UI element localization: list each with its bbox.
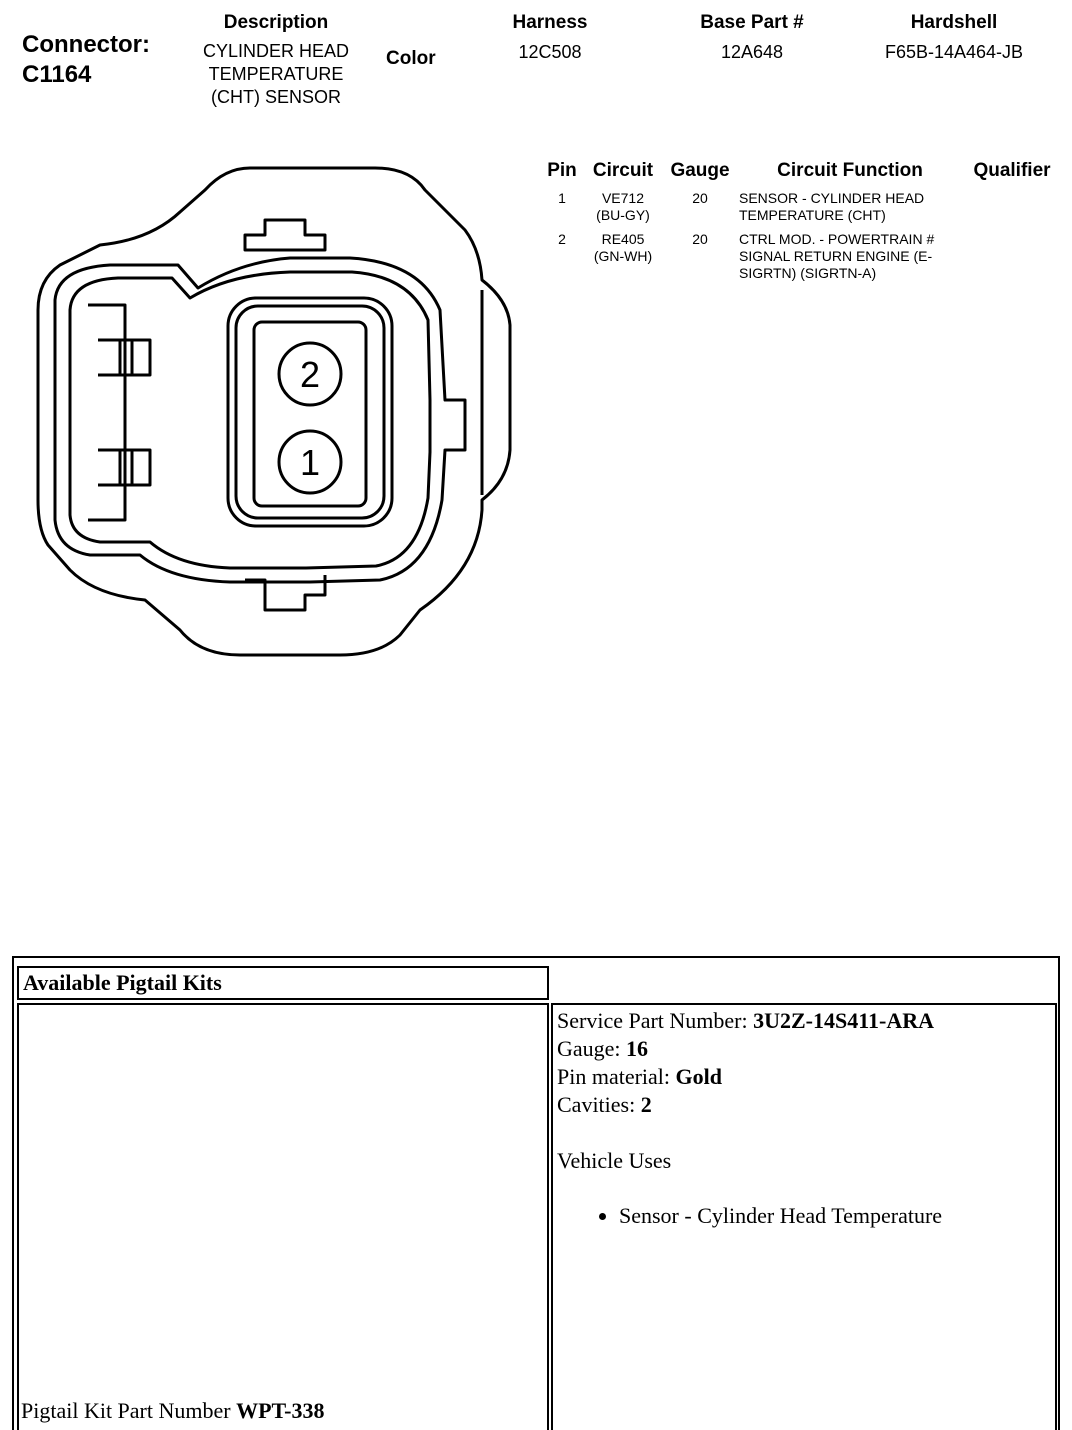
- description-value: [186, 40, 366, 109]
- circuit-header: Circuit: [592, 160, 654, 181]
- pin-material-line: [557, 1063, 1051, 1091]
- cavity-label: 1: [299, 442, 321, 483]
- service-part-label: Service Part Number:: [557, 1008, 754, 1033]
- circuit-id: RE405: [601, 231, 645, 247]
- pigtail-kit-number: WPT-338: [236, 1398, 325, 1423]
- circuit-cell: [586, 190, 660, 224]
- cavities-label: Cavities:: [557, 1092, 641, 1117]
- connector-face-diagram: [0, 150, 540, 670]
- service-part-number: 3U2Z-14S411-ARA: [753, 1008, 935, 1033]
- pin-number: 1: [558, 190, 566, 206]
- connector-label: Connector:: [22, 31, 150, 58]
- cavity-label: 2: [299, 354, 321, 395]
- description-line: CYLINDER HEAD: [202, 41, 350, 61]
- hardshell-header: Hardshell: [910, 12, 998, 33]
- function-line: TEMPERATURE (CHT): [739, 207, 886, 223]
- base-part-value: 12A648: [720, 42, 784, 62]
- cavities-line: [557, 1091, 1051, 1119]
- circuit-id: VE712: [601, 190, 645, 206]
- bottom-key: [245, 575, 325, 610]
- pin-material-label: Pin material:: [557, 1064, 676, 1089]
- color-header: Color: [386, 48, 436, 69]
- pigtail-kit-cell: [17, 1003, 549, 1430]
- pigtail-kit-number-line: [21, 1398, 325, 1424]
- pigtail-kit-label: Pigtail Kit Part Number: [21, 1398, 237, 1423]
- harness-header: Harness: [512, 12, 588, 33]
- harness-value: 12C508: [518, 42, 582, 62]
- function-line: CTRL MOD. - POWERTRAIN #: [739, 231, 935, 247]
- gauge-label: Gauge:: [557, 1036, 627, 1061]
- vehicle-uses-list: [557, 1203, 1051, 1229]
- gauge-value: 20: [692, 231, 708, 247]
- circuit-color: (BU-GY): [596, 207, 650, 223]
- circuit-function: [739, 231, 964, 282]
- pin-number: 2: [558, 231, 566, 247]
- cavities-value: 2: [640, 1092, 652, 1117]
- circuit-function-header: Circuit Function: [777, 160, 923, 181]
- circuit-cell: [586, 231, 660, 265]
- gauge-header: Gauge: [670, 160, 730, 181]
- gauge-spec: 16: [626, 1036, 649, 1061]
- hardshell-value: F65B-14A464-JB: [884, 42, 1024, 62]
- vehicle-uses-label: Vehicle Uses: [557, 1148, 672, 1173]
- top-key: [245, 220, 325, 250]
- function-line: SIGRTN) (SIGRTN-A): [739, 265, 877, 281]
- connector-id: C1164: [22, 61, 92, 88]
- left-latch: [88, 305, 125, 520]
- service-part-line: [557, 1007, 1051, 1035]
- pin-material-value: Gold: [675, 1064, 722, 1089]
- list-item: • Sensor - Cylinder Head Temperature: [619, 1203, 1051, 1229]
- base-part-header: Base Part #: [700, 12, 804, 33]
- pin-header: Pin: [547, 160, 577, 181]
- pigtail-title: Available Pigtail Kits: [23, 970, 222, 995]
- gauge-line: [557, 1035, 1051, 1063]
- cavity-housing-inner: [236, 306, 384, 518]
- pigtail-spec-cell: [551, 1003, 1057, 1430]
- description-line: TEMPERATURE: [208, 64, 344, 84]
- gauge-value: 20: [692, 190, 708, 206]
- circuit-function: [739, 190, 964, 224]
- description-line: (CHT) SENSOR: [211, 87, 341, 107]
- qualifier-header: Qualifier: [973, 160, 1051, 181]
- connector-title: [22, 30, 150, 90]
- circuit-color: (GN-WH): [593, 248, 653, 264]
- function-line: SENSOR - CYLINDER HEAD: [739, 190, 925, 206]
- description-header: Description: [223, 12, 329, 33]
- pigtail-title-cell: [17, 966, 549, 1000]
- function-line: SIGNAL RETURN ENGINE (E-: [739, 248, 933, 264]
